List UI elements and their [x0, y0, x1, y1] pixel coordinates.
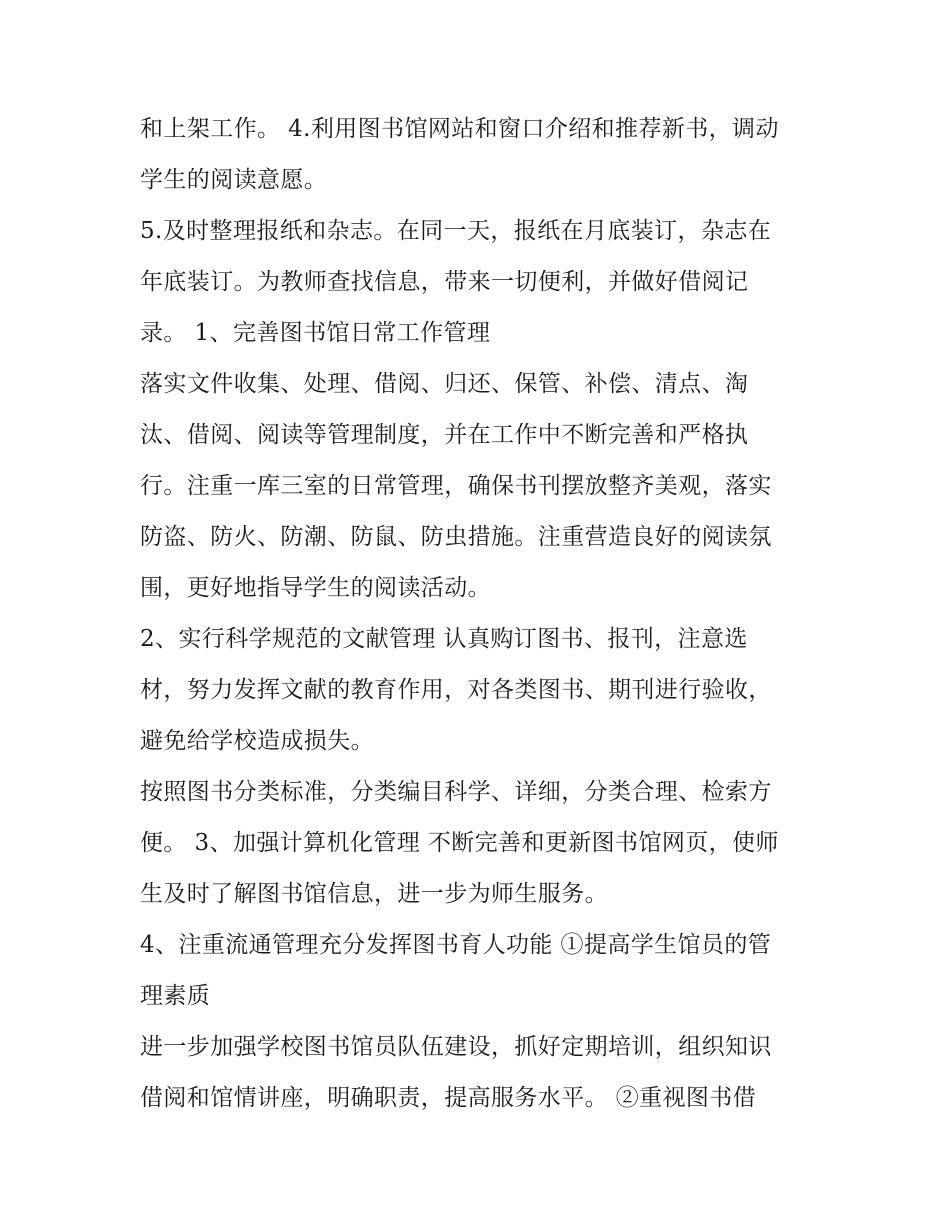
text-line-6: 落实文件收集、处理、借阅、归还、保管、补偿、清点、淘	[140, 371, 749, 397]
text-line-17: 4、注重流通管理充分发挥图书育人功能 ①提高学生馆员的管	[140, 932, 772, 958]
document-body	[140, 104, 830, 1124]
text-line-8: 行。注重一库三室的日常管理，确保书刊摆放整齐美观，落实	[140, 473, 772, 499]
text-line-12: 材，努力发挥文献的教育作用，对各类图书、期刊进行验收，	[140, 677, 772, 703]
text-line-7: 汰、借阅、阅读等管理制度，并在工作中不断完善和严格执	[140, 422, 749, 448]
text-line-18: 理素质	[140, 983, 211, 1009]
text-line-10: 围，更好地指导学生的阅读活动。	[140, 575, 491, 601]
text-line-15: 便。 3、加强计算机化管理 不断完善和更新图书馆网页，使师	[140, 830, 779, 856]
text-line-19: 进一步加强学校图书馆员队伍建设，抓好定期培训，组织知识	[140, 1034, 772, 1060]
text-line-5: 录。 1、完善图书馆日常工作管理	[140, 320, 491, 346]
text-line-20: 借阅和馆情讲座，明确职责，提高服务水平。 ②重视图书借	[140, 1085, 757, 1111]
text-line-11: 2、实行科学规范的文献管理 认真购订图书、报刊，注意选	[140, 626, 748, 652]
text-line-13: 避免给学校造成损失。	[140, 728, 374, 754]
text-line-3: 5.及时整理报纸和杂志。在同一天，报纸在月底装订，杂志在	[140, 218, 772, 244]
text-line-9: 防盗、防火、防潮、防鼠、防虫措施。注重营造良好的阅读氛	[140, 524, 772, 550]
text-line-14: 按照图书分类标准，分类编目科学、详细，分类合理、检索方	[140, 779, 772, 805]
text-line-2: 学生的阅读意愿。	[140, 167, 328, 193]
text-line-16: 生及时了解图书馆信息，进一步为师生服务。	[140, 881, 608, 907]
text-line-4: 年底装订。为教师查找信息，带来一切便利，并做好借阅记	[140, 269, 749, 295]
text-line-1: 和上架工作。 4.利用图书馆网站和窗口介绍和推荐新书，调动	[140, 116, 779, 142]
